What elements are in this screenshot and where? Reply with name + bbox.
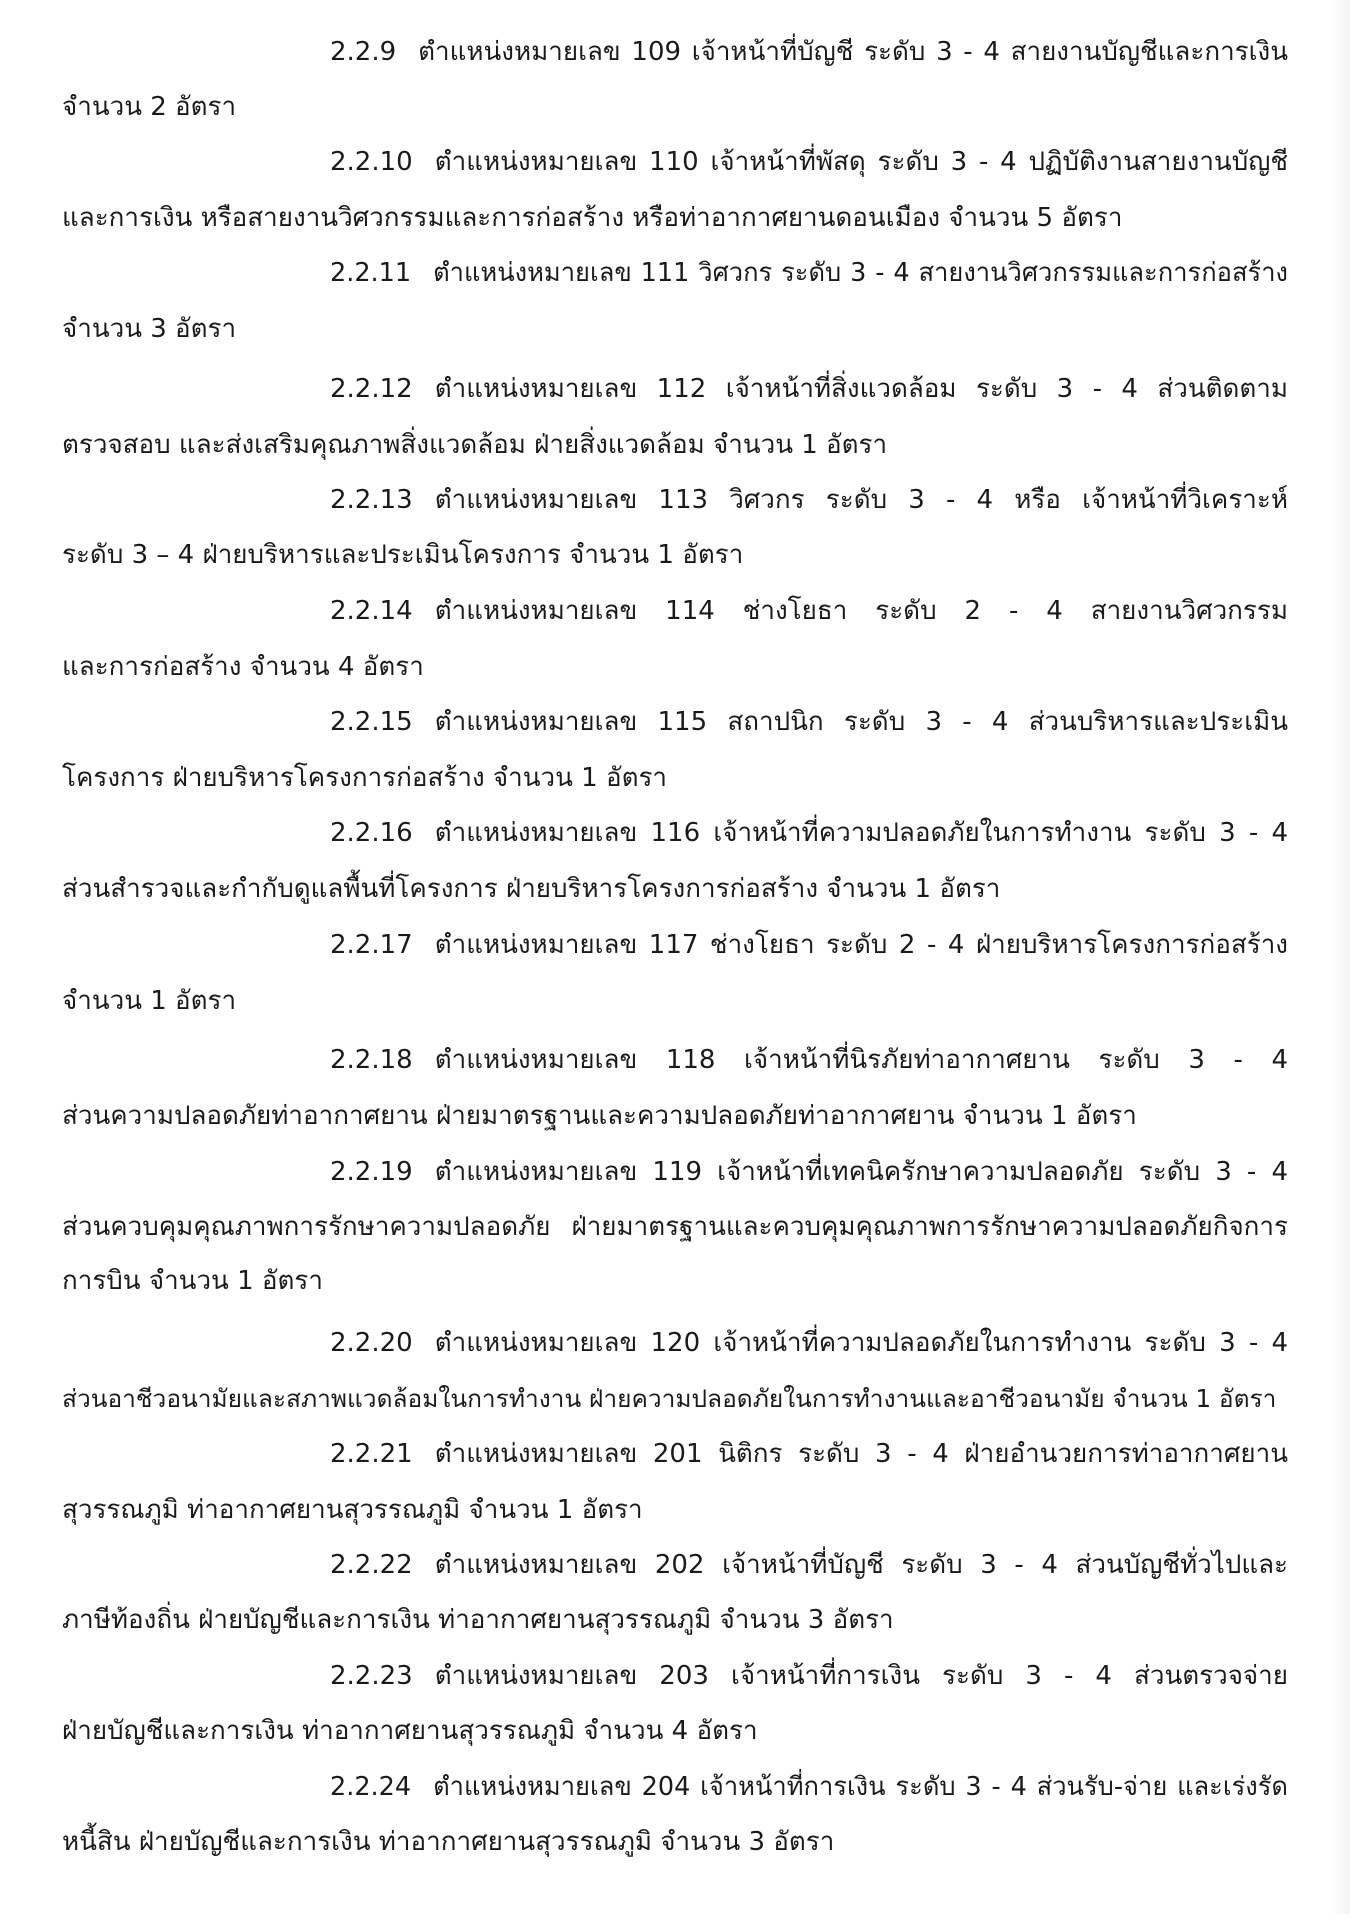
item-number: 2.2.22 bbox=[330, 1550, 413, 1580]
item-number: 2.2.10 bbox=[330, 147, 413, 177]
item-number: 2.2.18 bbox=[330, 1045, 413, 1075]
item-first-line bbox=[330, 1155, 1288, 1189]
item-continuation: ตรวจสอบ และส่งเสริมคุณภาพสิ่งแวดล้อม ฝ่ายสิ่งแวดล้อม จำนวน 1 อัตรา bbox=[62, 430, 888, 460]
item-first-line bbox=[330, 372, 1288, 406]
item-text: ตำแหน่งหมายเลข 120 เจ้าหน้าที่ความปลอดภัยในการทำงาน ระดับ 3 - 4 bbox=[434, 1328, 1288, 1358]
item-first-line bbox=[330, 1770, 1288, 1804]
item-continuation: ส่วนอาชีวอนามัยและสภาพแวดล้อมในการทำงาน ฝ่ายความปลอดภัยในการทำงานและอาชีวอนามัย จำนวน 1 อัตรา bbox=[62, 1384, 1277, 1413]
item-continuation: และการก่อสร้าง จำนวน 4 อัตรา bbox=[62, 652, 424, 682]
item-first-line bbox=[330, 928, 1288, 962]
item-text: ตำแหน่งหมายเลข 119 เจ้าหน้าที่เทคนิครักษาความปลอดภัย ระดับ 3 - 4 bbox=[434, 1157, 1288, 1187]
item-number: 2.2.19 bbox=[330, 1157, 413, 1187]
item-text: ตำแหน่งหมายเลข 113 วิศวกร ระดับ 3 - 4 หรือ เจ้าหน้าที่วิเคราะห์ bbox=[434, 485, 1288, 515]
item-first-line bbox=[330, 1437, 1288, 1471]
item-number: 2.2.21 bbox=[330, 1439, 413, 1469]
item-text: ตำแหน่งหมายเลข 203 เจ้าหน้าที่การเงิน ระดับ 3 - 4 ส่วนตรวจจ่าย bbox=[434, 1661, 1288, 1691]
item-number: 2.2.13 bbox=[330, 485, 413, 515]
item-continuation: โครงการ ฝ่ายบริหารโครงการก่อสร้าง จำนวน 1 อัตรา bbox=[62, 763, 668, 793]
item-number: 2.2.23 bbox=[330, 1661, 413, 1691]
item-continuation: จำนวน 1 อัตรา bbox=[62, 986, 237, 1016]
item-number: 2.2.20 bbox=[330, 1328, 413, 1358]
item-first-line bbox=[330, 35, 1288, 69]
item-text: ตำแหน่งหมายเลข 111 วิศวกร ระดับ 3 - 4 สายงานวิศวกรรมและการก่อสร้าง bbox=[433, 258, 1288, 288]
item-continuation: ส่วนสำรวจและกำกับดูแลพื้นที่โครงการ ฝ่ายบริหารโครงการก่อสร้าง จำนวน 1 อัตรา bbox=[62, 874, 1001, 904]
item-continuation: การบิน จำนวน 1 อัตรา bbox=[62, 1266, 323, 1296]
item-text: ตำแหน่งหมายเลข 202 เจ้าหน้าที่บัญชี ระดับ 3 - 4 ส่วนบัญชีทั่วไปและ bbox=[434, 1550, 1288, 1580]
item-text: ตำแหน่งหมายเลข 114 ช่างโยธา ระดับ 2 - 4 สายงานวิศวกรรม bbox=[434, 596, 1288, 626]
item-number: 2.2.24 bbox=[330, 1772, 412, 1802]
item-first-line bbox=[330, 1659, 1288, 1693]
item-continuation: และการเงิน หรือสายงานวิศวกรรมและการก่อสร้าง หรือท่าอากาศยานดอนเมือง จำนวน 5 อัตรา bbox=[62, 203, 1123, 233]
item-number: 2.2.17 bbox=[330, 930, 413, 960]
item-text: ตำแหน่งหมายเลข 110 เจ้าหน้าที่พัสดุ ระดับ 3 - 4 ปฏิบัติงานสายงานบัญชี bbox=[434, 147, 1288, 177]
item-continuation: ส่วนควบคุมคุณภาพการรักษาความปลอดภัย ฝ่ายมาตรฐานและควบคุมคุณภาพการรักษาความปลอดภัยกิจการ bbox=[62, 1212, 1288, 1242]
item-text: ตำแหน่งหมายเลข 201 นิติกร ระดับ 3 - 4 ฝ่ายอำนวยการท่าอากาศยาน bbox=[434, 1439, 1288, 1469]
item-number: 2.2.12 bbox=[330, 374, 413, 404]
item-text: ตำแหน่งหมายเลข 118 เจ้าหน้าที่นิรภัยท่าอากาศยาน ระดับ 3 - 4 bbox=[434, 1045, 1288, 1075]
item-text: ตำแหน่งหมายเลข 117 ช่างโยธา ระดับ 2 - 4 ฝ่ายบริหารโครงการก่อสร้าง bbox=[434, 930, 1288, 960]
item-continuation: สุวรรณภูมิ ท่าอากาศยานสุวรรณภูมิ จำนวน 1 อัตรา bbox=[62, 1495, 643, 1525]
item-continuation: ฝ่ายบัญชีและการเงิน ท่าอากาศยานสุวรรณภูมิ จำนวน 4 อัตรา bbox=[62, 1716, 758, 1746]
item-first-line bbox=[330, 594, 1288, 628]
item-number: 2.2.14 bbox=[330, 596, 413, 626]
item-continuation: ภาษีท้องถิ่น ฝ่ายบัญชีและการเงิน ท่าอากาศยานสุวรรณภูมิ จำนวน 3 อัตรา bbox=[62, 1605, 894, 1635]
item-continuation: ระดับ 3 – 4 ฝ่ายบริหารและประเมินโครงการ จำนวน 1 อัตรา bbox=[62, 540, 744, 570]
item-text: ตำแหน่งหมายเลข 115 สถาปนิก ระดับ 3 - 4 ส่วนบริหารและประเมิน bbox=[434, 707, 1288, 737]
item-continuation: ส่วนความปลอดภัยท่าอากาศยาน ฝ่ายมาตรฐานและความปลอดภัยท่าอากาศยาน จำนวน 1 อัตรา bbox=[62, 1101, 1137, 1131]
item-text: ตำแหน่งหมายเลข 109 เจ้าหน้าที่บัญชี ระดับ 3 - 4 สายงานบัญชีและการเงิน bbox=[418, 37, 1288, 67]
item-first-line bbox=[330, 705, 1288, 739]
item-first-line bbox=[330, 256, 1288, 290]
item-text: ตำแหน่งหมายเลข 204 เจ้าหน้าที่การเงิน ระดับ 3 - 4 ส่วนรับ-จ่าย และเร่งรัด bbox=[433, 1772, 1288, 1802]
item-continuation: จำนวน 2 อัตรา bbox=[62, 92, 237, 122]
item-text: ตำแหน่งหมายเลข 116 เจ้าหน้าที่ความปลอดภัยในการทำงาน ระดับ 3 - 4 bbox=[434, 818, 1288, 848]
item-first-line bbox=[330, 1043, 1288, 1077]
item-first-line bbox=[330, 816, 1288, 850]
item-continuation: จำนวน 3 อัตรา bbox=[62, 314, 237, 344]
item-number: 2.2.11 bbox=[330, 258, 412, 288]
item-first-line bbox=[330, 1326, 1288, 1360]
item-first-line bbox=[330, 1548, 1288, 1582]
item-first-line bbox=[330, 483, 1288, 517]
item-number: 2.2.16 bbox=[330, 818, 413, 848]
item-number: 2.2.15 bbox=[330, 707, 413, 737]
item-number: 2.2.9 bbox=[330, 37, 397, 67]
item-first-line bbox=[330, 145, 1288, 179]
scan-edge-shadow bbox=[1332, 0, 1350, 1914]
item-text: ตำแหน่งหมายเลข 112 เจ้าหน้าที่สิ่งแวดล้อม ระดับ 3 - 4 ส่วนติดตาม bbox=[434, 374, 1288, 404]
item-continuation: หนี้สิน ฝ่ายบัญชีและการเงิน ท่าอากาศยานสุวรรณภูมิ จำนวน 3 อัตรา bbox=[62, 1827, 835, 1857]
